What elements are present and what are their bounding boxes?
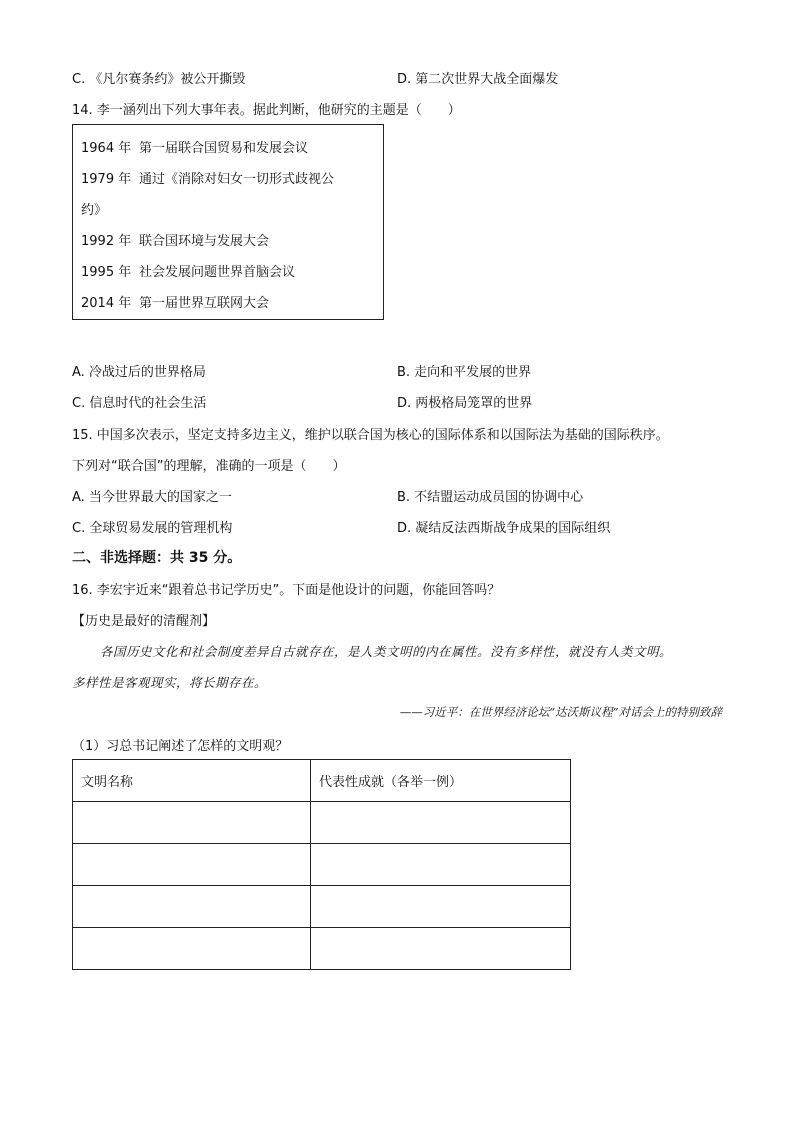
q13-option-c: C. 《凡尔赛条约》被公开撕毁 bbox=[72, 72, 246, 87]
column-header: 代表性成就（各举一例） bbox=[311, 760, 571, 802]
timeline-row bbox=[81, 168, 334, 187]
answer-cell bbox=[73, 802, 311, 844]
timeline-row bbox=[81, 230, 269, 249]
answer-cell bbox=[311, 802, 571, 844]
timeline-row bbox=[81, 261, 295, 280]
q16-stem: 16. 李宏宇近来“跟着总书记学历史”。下面是他设计的问题，你能回答吗？ bbox=[72, 583, 501, 598]
q15-option-d: D. 凝结反法西斯战争成果的国际组织 bbox=[397, 521, 611, 536]
timeline-year: 1995 年 bbox=[81, 265, 132, 280]
timeline-year: 1979 年 bbox=[81, 172, 132, 187]
q14-stem: 14. 李一涵列出下列大事年表。据此判断，他研究的主题是（ ） bbox=[72, 103, 461, 118]
q15-option-b: B. 不结盟运动成员国的协调中心 bbox=[397, 490, 584, 505]
timeline-event: 联合国环境与发展大会 bbox=[139, 234, 270, 249]
material-title: 【历史是最好的清醒剂】 bbox=[72, 614, 216, 629]
table-row bbox=[73, 886, 571, 928]
quote-line-2: 多样性是客观现实，将长期存在。 bbox=[72, 675, 268, 690]
answer-cell bbox=[73, 844, 311, 886]
timeline-row bbox=[81, 292, 269, 311]
q15-option-c: C. 全球贸易发展的管理机构 bbox=[72, 521, 233, 536]
timeline-event: 通过《消除对妇女一切形式歧视公 bbox=[139, 172, 335, 187]
answer-table bbox=[72, 759, 571, 970]
answer-cell bbox=[311, 844, 571, 886]
q14-option-d: D. 两极格局笼罩的世界 bbox=[397, 396, 533, 411]
q14-option-c: C. 信息时代的社会生活 bbox=[72, 396, 207, 411]
table-header-row bbox=[73, 760, 571, 802]
column-header: 文明名称 bbox=[73, 760, 311, 802]
q15-option-a: A. 当今世界最大的国家之一 bbox=[72, 490, 232, 505]
table-row bbox=[73, 928, 571, 970]
answer-cell bbox=[311, 928, 571, 970]
q13-option-d: D. 第二次世界大战全面爆发 bbox=[397, 72, 559, 87]
timeline-row bbox=[81, 137, 308, 156]
q14-option-a: A. 冷战过后的世界格局 bbox=[72, 365, 206, 380]
answer-cell bbox=[311, 886, 571, 928]
table-row bbox=[73, 802, 571, 844]
timeline-year: 2014 年 bbox=[81, 296, 132, 311]
section-heading: 二、非选择题：共 35 分。 bbox=[72, 550, 242, 566]
table-row bbox=[73, 844, 571, 886]
timeline-event: 社会发展问题世界首脑会议 bbox=[139, 265, 296, 280]
timeline-event: 第一届联合国贸易和发展会议 bbox=[139, 141, 309, 156]
timeline-event: 第一届世界互联网大会 bbox=[139, 296, 270, 311]
timeline-event: 约》 bbox=[81, 203, 108, 218]
quote-line-1: 各国历史文化和社会制度差异自古就存在，是人类文明的内在属性。没有多样性，就没有人类文明。 bbox=[100, 644, 673, 659]
timeline-row bbox=[81, 199, 107, 218]
q14-timeline-box bbox=[72, 124, 384, 320]
q14-option-b: B. 走向和平发展的世界 bbox=[397, 365, 532, 380]
answer-cell bbox=[73, 886, 311, 928]
timeline-year: 1992 年 bbox=[81, 234, 132, 249]
q15-stem-line2: 下列对“联合国”的理解，准确的一项是（ ） bbox=[72, 459, 346, 474]
answer-cell bbox=[73, 928, 311, 970]
q15-stem-line1: 15. 中国多次表示，坚定支持多边主义，维护以联合国为核心的国际体系和以国际法为基础的国际秩序。 bbox=[72, 428, 669, 443]
quote-source: ——习近平：在世界经济论坛“达沃斯议程”对话会上的特别致辞 bbox=[399, 705, 722, 719]
q16-sub-question-1: （1）习总书记阐述了怎样的文明观？ bbox=[72, 739, 289, 754]
timeline-year: 1964 年 bbox=[81, 141, 132, 156]
